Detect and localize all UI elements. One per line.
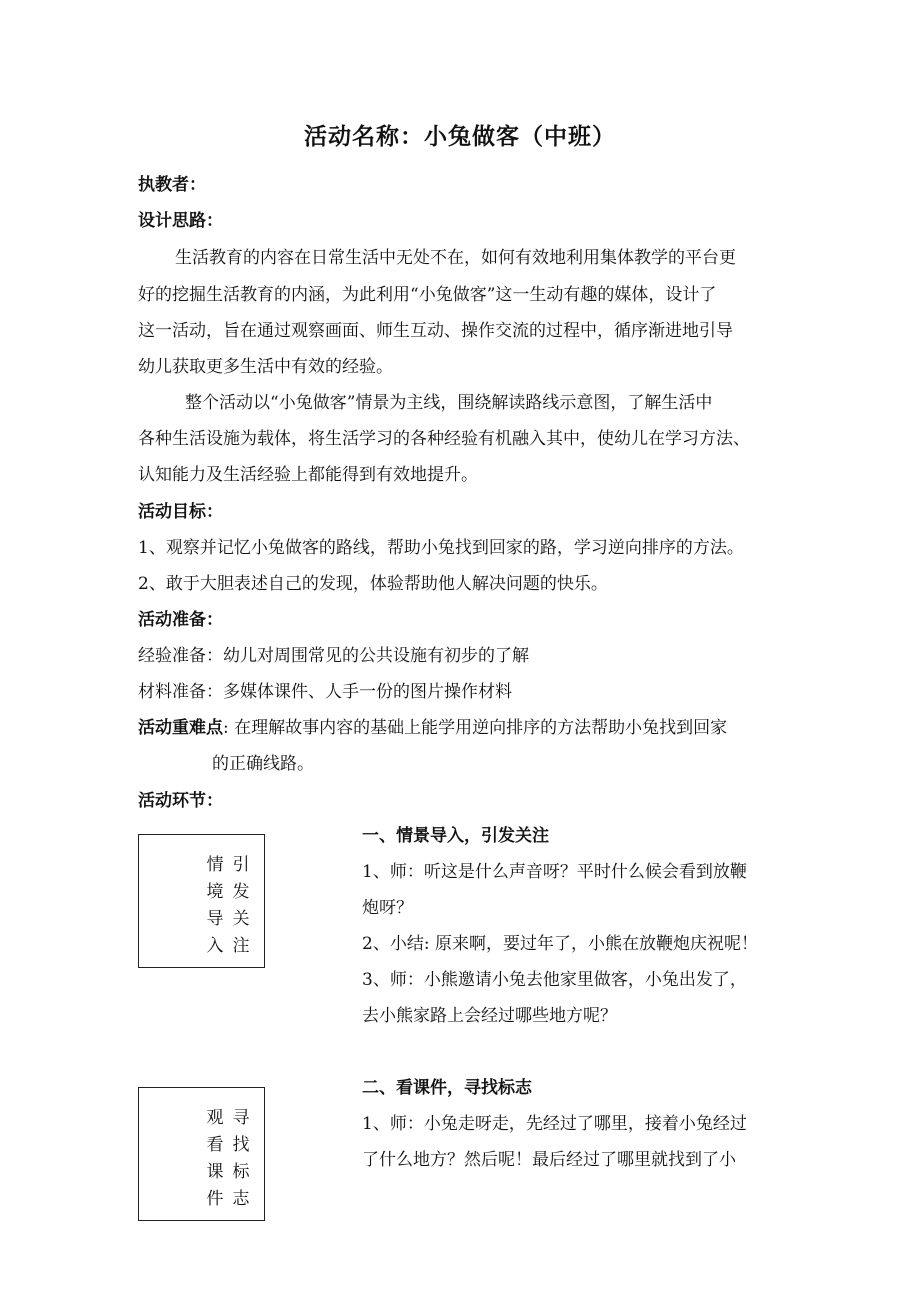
key-points-line2: 的正确线路。 [212, 754, 314, 774]
design-heading: 设计思路： [138, 211, 223, 231]
design-p2-line: 各种生活设施为载体，将生活学习的各种经验有机融入其中，使幼儿在学习方法、 [138, 429, 750, 449]
key-points-line1: : 在理解故事内容的基础上能学用逆向排序的方法帮助小兔找到回家 [223, 718, 728, 738]
prep-experience: 经验准备：幼儿对周围常见的公共设施有初步的了解 [138, 646, 529, 666]
goal-item: 1、观察并记忆小兔做客的路线，帮助小兔找到回家的路，学习逆向排序的方法。 [138, 538, 744, 558]
teacher-label: 执教者： [138, 175, 206, 195]
step2-box-left-text: 观看课件 [206, 1108, 224, 1209]
design-p2-line: 认知能力及生活经验上都能得到有效地提升。 [138, 465, 478, 485]
step1-line: 1、师：听这是什么声音呀？平时什么候会看到放鞭 [362, 862, 747, 882]
step2-line: 1、师：小兔走呀走，先经过了哪里，接着小兔经过 [362, 1114, 747, 1134]
step1-box [138, 834, 265, 968]
step1-line: 炮呀？ [362, 898, 413, 918]
key-points [138, 713, 727, 738]
page-title: 活动名称：小兔做客（中班） [304, 124, 616, 150]
steps-heading: 活动环节： [138, 791, 223, 811]
goals-heading: 活动目标： [138, 502, 223, 522]
prep-materials: 材料准备：多媒体课件、人手一份的图片操作材料 [138, 682, 512, 702]
design-p2-line: 整个活动以“小兔做客”情景为主线，围绕解读路线示意图，了解生活中 [185, 393, 713, 413]
step1-line: 3、师：小熊邀请小兔去他家里做客，小兔出发了， [362, 970, 747, 990]
step2-box [138, 1087, 265, 1221]
design-p1-line: 幼儿获取更多生活中有效的经验。 [138, 357, 393, 377]
design-p1-line: 好的挖掘生活教育的内涵，为此利用“小兔做客”这一生动有趣的媒体，设计了 [138, 285, 717, 305]
step2-line: 了什么地方？然后呢！最后经过了哪里就找到了小 [362, 1150, 736, 1170]
step2-title: 二、看课件，寻找标志 [362, 1078, 532, 1098]
step1-line: 2、小结: 原来啊，要过年了，小熊在放鞭炮庆祝呢！ [362, 934, 758, 954]
design-p1-line: 这一活动，旨在通过观察画面、师生互动、操作交流的过程中，循序渐进地引导 [138, 321, 733, 341]
step1-title: 一、情景导入，引发关注 [362, 826, 549, 846]
step2-box-right-text: 寻找标志 [232, 1108, 250, 1209]
prep-heading: 活动准备： [138, 610, 223, 630]
key-points-label: 活动重难点 [138, 718, 223, 738]
goal-item: 2、敢于大胆表述自己的发现，体验帮助他人解决问题的快乐。 [138, 574, 608, 594]
step1-line: 去小熊家路上会经过哪些地方呢？ [362, 1006, 617, 1026]
design-p1-line: 生活教育的内容在日常生活中无处不在，如何有效地利用集体教学的平台更 [175, 248, 736, 268]
step1-box-left-text: 情境导入 [206, 855, 224, 956]
step1-box-right-text: 引发关注 [232, 855, 250, 956]
